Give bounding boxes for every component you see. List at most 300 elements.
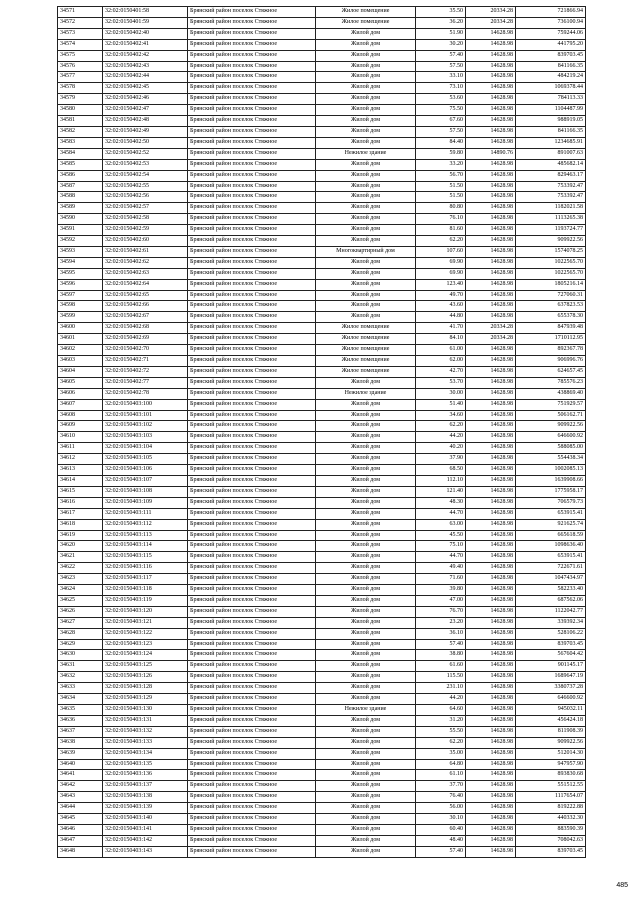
- address-cell: Брянский район поселок Стяжное: [188, 268, 316, 279]
- row-number-cell: 34637: [58, 726, 103, 737]
- area-cell: 30.10: [416, 814, 466, 825]
- cadastral-value-cell: 819222.88: [516, 803, 586, 814]
- table-row: [58, 606, 586, 617]
- object-type-cell: Жилое помещение: [316, 17, 416, 28]
- address-cell: Брянский район поселок Стяжное: [188, 650, 316, 661]
- cadastral-value-cell: 687562.06: [516, 595, 586, 606]
- cadastral-value-cell: 1122042.77: [516, 606, 586, 617]
- row-number-cell: 34584: [58, 148, 103, 159]
- address-cell: Брянский район поселок Стяжное: [188, 552, 316, 563]
- specific-value-cell: 14628.98: [466, 683, 516, 694]
- row-number-cell: 34622: [58, 563, 103, 574]
- specific-value-cell: 14628.98: [466, 595, 516, 606]
- cadastral-number-cell: 32:02:0150403:106: [103, 465, 188, 476]
- area-cell: 37.70: [416, 781, 466, 792]
- row-number-cell: 34583: [58, 137, 103, 148]
- table-row: [58, 726, 586, 737]
- specific-value-cell: 14628.98: [466, 83, 516, 94]
- specific-value-cell: 14628.98: [466, 792, 516, 803]
- object-type-cell: Жилой дом: [316, 116, 416, 127]
- table-row: [58, 7, 586, 18]
- table-row: [58, 126, 586, 137]
- address-cell: Брянский район поселок Стяжное: [188, 170, 316, 181]
- cadastral-number-cell: 32:02:0150402:69: [103, 334, 188, 345]
- specific-value-cell: 14628.98: [466, 432, 516, 443]
- specific-value-cell: 14628.98: [466, 519, 516, 530]
- cadastral-number-cell: 32:02:0150402:70: [103, 345, 188, 356]
- row-number-cell: 34609: [58, 421, 103, 432]
- address-cell: Брянский район поселок Стяжное: [188, 312, 316, 323]
- address-cell: Брянский район поселок Стяжное: [188, 17, 316, 28]
- area-cell: 49.70: [416, 290, 466, 301]
- table-row: [58, 214, 586, 225]
- table-row: [58, 770, 586, 781]
- specific-value-cell: 14628.98: [466, 61, 516, 72]
- address-cell: Брянский район поселок Стяжное: [188, 454, 316, 465]
- object-type-cell: Жилой дом: [316, 574, 416, 585]
- area-cell: 44.80: [416, 312, 466, 323]
- row-number-cell: 34641: [58, 770, 103, 781]
- area-cell: 30.20: [416, 39, 466, 50]
- area-cell: 115.50: [416, 672, 466, 683]
- cadastral-value-cell: 582233.40: [516, 585, 586, 596]
- row-number-cell: 34647: [58, 835, 103, 846]
- object-type-cell: Жилой дом: [316, 137, 416, 148]
- address-cell: Брянский район поселок Стяжное: [188, 737, 316, 748]
- address-cell: Брянский район поселок Стяжное: [188, 432, 316, 443]
- table-row: [58, 159, 586, 170]
- cadastral-value-cell: 736100.94: [516, 17, 586, 28]
- address-cell: Брянский район поселок Стяжное: [188, 606, 316, 617]
- page-number: 485: [616, 882, 628, 889]
- specific-value-cell: 14628.98: [466, 672, 516, 683]
- table-row: [58, 835, 586, 846]
- area-cell: 62.20: [416, 421, 466, 432]
- cadastral-number-cell: 32:02:0150402:46: [103, 94, 188, 105]
- specific-value-cell: 14628.98: [466, 116, 516, 127]
- table-row: [58, 279, 586, 290]
- cadastral-value-cell: 655378.30: [516, 312, 586, 323]
- cadastral-value-cell: 1234685.91: [516, 137, 586, 148]
- cadastral-value-cell: 839703.45: [516, 846, 586, 857]
- address-cell: Брянский район поселок Стяжное: [188, 519, 316, 530]
- object-type-cell: Жилой дом: [316, 28, 416, 39]
- address-cell: Брянский район поселок Стяжное: [188, 83, 316, 94]
- object-type-cell: Жилой дом: [316, 552, 416, 563]
- cadastral-value-cell: 829463.17: [516, 170, 586, 181]
- object-type-cell: Жилой дом: [316, 541, 416, 552]
- address-cell: Брянский район поселок Стяжное: [188, 279, 316, 290]
- cadastral-number-cell: 32:02:0150403:129: [103, 694, 188, 705]
- cadastral-number-cell: 32:02:0150402:56: [103, 192, 188, 203]
- cadastral-number-cell: 32:02:0150403:137: [103, 781, 188, 792]
- row-number-cell: 34573: [58, 28, 103, 39]
- object-type-cell: Жилой дом: [316, 399, 416, 410]
- table-row: [58, 759, 586, 770]
- area-cell: 68.50: [416, 465, 466, 476]
- table-row: [58, 148, 586, 159]
- row-number-cell: 34603: [58, 356, 103, 367]
- table-row: [58, 432, 586, 443]
- address-cell: Брянский район поселок Стяжное: [188, 159, 316, 170]
- cadastral-number-cell: 32:02:0150402:44: [103, 72, 188, 83]
- cadastral-number-cell: 32:02:0150403:136: [103, 770, 188, 781]
- address-cell: Брянский район поселок Стяжное: [188, 563, 316, 574]
- cadastral-value-cell: 839703.45: [516, 639, 586, 650]
- specific-value-cell: 14628.98: [466, 72, 516, 83]
- address-cell: Брянский район поселок Стяжное: [188, 628, 316, 639]
- table-row: [58, 595, 586, 606]
- cadastral-value-cell: 1639908.66: [516, 475, 586, 486]
- address-cell: Брянский район поселок Стяжное: [188, 388, 316, 399]
- specific-value-cell: 14628.98: [466, 345, 516, 356]
- address-cell: Брянский район поселок Стяжное: [188, 246, 316, 257]
- cadastral-number-cell: 32:02:0150403:124: [103, 650, 188, 661]
- table-row: [58, 552, 586, 563]
- cadastral-number-cell: 32:02:0150402:57: [103, 203, 188, 214]
- area-cell: 45.50: [416, 530, 466, 541]
- cadastral-number-cell: 32:02:0150403:121: [103, 617, 188, 628]
- row-number-cell: 34636: [58, 715, 103, 726]
- row-number-cell: 34596: [58, 279, 103, 290]
- cadastral-number-cell: 32:02:0150402:47: [103, 105, 188, 116]
- area-cell: 55.50: [416, 726, 466, 737]
- object-type-cell: Жилой дом: [316, 519, 416, 530]
- object-type-cell: Жилой дом: [316, 770, 416, 781]
- cadastral-value-cell: 893830.68: [516, 770, 586, 781]
- address-cell: Брянский район поселок Стяжное: [188, 377, 316, 388]
- specific-value-cell: 14628.98: [466, 475, 516, 486]
- object-type-cell: Жилое помещение: [316, 356, 416, 367]
- object-type-cell: Жилое помещение: [316, 366, 416, 377]
- area-cell: 57.50: [416, 126, 466, 137]
- table-row: [58, 421, 586, 432]
- area-cell: 34.60: [416, 410, 466, 421]
- address-cell: Брянский район поселок Стяжное: [188, 148, 316, 159]
- table-row: [58, 377, 586, 388]
- row-number-cell: 34591: [58, 225, 103, 236]
- table-row: [58, 83, 586, 94]
- cadastral-number-cell: 32:02:0150403:120: [103, 606, 188, 617]
- registry-table-body: [58, 7, 586, 858]
- specific-value-cell: 14628.98: [466, 824, 516, 835]
- cadastral-number-cell: 32:02:0150403:114: [103, 541, 188, 552]
- address-cell: Брянский район поселок Стяжное: [188, 759, 316, 770]
- cadastral-value-cell: 722671.61: [516, 563, 586, 574]
- cadastral-value-cell: 706579.73: [516, 497, 586, 508]
- address-cell: Брянский район поселок Стяжное: [188, 345, 316, 356]
- address-cell: Брянский район поселок Стяжное: [188, 672, 316, 683]
- object-type-cell: Жилой дом: [316, 72, 416, 83]
- cadastral-value-cell: 1710112.95: [516, 334, 586, 345]
- address-cell: Брянский район поселок Стяжное: [188, 574, 316, 585]
- specific-value-cell: 14628.98: [466, 246, 516, 257]
- table-row: [58, 61, 586, 72]
- row-number-cell: 34576: [58, 61, 103, 72]
- area-cell: 44.20: [416, 694, 466, 705]
- table-row: [58, 399, 586, 410]
- object-type-cell: Жилой дом: [316, 617, 416, 628]
- area-cell: 40.20: [416, 443, 466, 454]
- specific-value-cell: 14890.76: [466, 148, 516, 159]
- specific-value-cell: 14628.98: [466, 650, 516, 661]
- cadastral-number-cell: 32:02:0150403:141: [103, 824, 188, 835]
- address-cell: Брянский район поселок Стяжное: [188, 323, 316, 334]
- specific-value-cell: 14628.98: [466, 814, 516, 825]
- specific-value-cell: 14628.98: [466, 410, 516, 421]
- cadastral-value-cell: 909922.56: [516, 421, 586, 432]
- cadastral-number-cell: 32:02:0150403:108: [103, 486, 188, 497]
- area-cell: 51.90: [416, 28, 466, 39]
- area-cell: 64.80: [416, 759, 466, 770]
- specific-value-cell: 14628.98: [466, 628, 516, 639]
- object-type-cell: Жилой дом: [316, 312, 416, 323]
- address-cell: Брянский район поселок Стяжное: [188, 781, 316, 792]
- cadastral-value-cell: 751929.57: [516, 399, 586, 410]
- cadastral-value-cell: 759244.06: [516, 28, 586, 39]
- table-row: [58, 519, 586, 530]
- cadastral-number-cell: 32:02:0150402:43: [103, 61, 188, 72]
- row-number-cell: 34577: [58, 72, 103, 83]
- address-cell: Брянский район поселок Стяжное: [188, 181, 316, 192]
- table-row: [58, 661, 586, 672]
- object-type-cell: Жилой дом: [316, 661, 416, 672]
- cadastral-value-cell: 1098636.40: [516, 541, 586, 552]
- registry-table-container: [57, 6, 585, 858]
- row-number-cell: 34648: [58, 846, 103, 857]
- cadastral-number-cell: 32:02:0150403:122: [103, 628, 188, 639]
- area-cell: 63.00: [416, 519, 466, 530]
- specific-value-cell: 14628.98: [466, 181, 516, 192]
- area-cell: 57.50: [416, 61, 466, 72]
- row-number-cell: 34640: [58, 759, 103, 770]
- specific-value-cell: 14628.98: [466, 126, 516, 137]
- area-cell: 84.40: [416, 137, 466, 148]
- row-number-cell: 34634: [58, 694, 103, 705]
- address-cell: Брянский район поселок Стяжное: [188, 595, 316, 606]
- object-type-cell: Жилой дом: [316, 377, 416, 388]
- object-type-cell: Жилой дом: [316, 715, 416, 726]
- specific-value-cell: 14628.98: [466, 737, 516, 748]
- cadastral-number-cell: 32:02:0150403:113: [103, 530, 188, 541]
- address-cell: Брянский район поселок Стяжное: [188, 486, 316, 497]
- object-type-cell: Жилой дом: [316, 508, 416, 519]
- specific-value-cell: 14628.98: [466, 530, 516, 541]
- object-type-cell: Жилой дом: [316, 301, 416, 312]
- row-number-cell: 34604: [58, 366, 103, 377]
- specific-value-cell: 20334.28: [466, 17, 516, 28]
- area-cell: 35.00: [416, 748, 466, 759]
- address-cell: Брянский район поселок Стяжное: [188, 639, 316, 650]
- table-row: [58, 356, 586, 367]
- table-row: [58, 334, 586, 345]
- cadastral-number-cell: 32:02:0150402:49: [103, 126, 188, 137]
- row-number-cell: 34617: [58, 508, 103, 519]
- address-cell: Брянский район поселок Стяжное: [188, 726, 316, 737]
- specific-value-cell: 14628.98: [466, 508, 516, 519]
- specific-value-cell: 14628.98: [466, 563, 516, 574]
- row-number-cell: 34631: [58, 661, 103, 672]
- specific-value-cell: 14628.98: [466, 28, 516, 39]
- table-row: [58, 94, 586, 105]
- specific-value-cell: 14628.98: [466, 705, 516, 716]
- row-number-cell: 34574: [58, 39, 103, 50]
- row-number-cell: 34627: [58, 617, 103, 628]
- row-number-cell: 34587: [58, 181, 103, 192]
- area-cell: 56.70: [416, 170, 466, 181]
- cadastral-number-cell: 32:02:0150403:134: [103, 748, 188, 759]
- area-cell: 38.80: [416, 650, 466, 661]
- address-cell: Брянский район поселок Стяжное: [188, 410, 316, 421]
- cadastral-number-cell: 32:02:0150402:63: [103, 268, 188, 279]
- cadastral-number-cell: 32:02:0150403:119: [103, 595, 188, 606]
- object-type-cell: Жилой дом: [316, 824, 416, 835]
- cadastral-value-cell: 456424.18: [516, 715, 586, 726]
- cadastral-value-cell: 909922.56: [516, 236, 586, 247]
- area-cell: 57.40: [416, 846, 466, 857]
- area-cell: 61.10: [416, 770, 466, 781]
- cadastral-number-cell: 32:02:0150403:104: [103, 443, 188, 454]
- cadastral-number-cell: 32:02:0150403:128: [103, 683, 188, 694]
- address-cell: Брянский район поселок Стяжное: [188, 28, 316, 39]
- row-number-cell: 34619: [58, 530, 103, 541]
- address-cell: Брянский район поселок Стяжное: [188, 137, 316, 148]
- row-number-cell: 34638: [58, 737, 103, 748]
- row-number-cell: 34615: [58, 486, 103, 497]
- table-row: [58, 246, 586, 257]
- specific-value-cell: 14628.98: [466, 585, 516, 596]
- table-row: [58, 105, 586, 116]
- address-cell: Брянский район поселок Стяжное: [188, 366, 316, 377]
- specific-value-cell: 14628.98: [466, 770, 516, 781]
- area-cell: 123.40: [416, 279, 466, 290]
- row-number-cell: 34630: [58, 650, 103, 661]
- address-cell: Брянский район поселок Стяжное: [188, 301, 316, 312]
- cadastral-value-cell: 901145.17: [516, 661, 586, 672]
- cadastral-value-cell: 567604.42: [516, 650, 586, 661]
- specific-value-cell: 14628.98: [466, 606, 516, 617]
- table-row: [58, 475, 586, 486]
- cadastral-number-cell: 32:02:0150402:58: [103, 214, 188, 225]
- object-type-cell: Жилой дом: [316, 159, 416, 170]
- row-number-cell: 34585: [58, 159, 103, 170]
- area-cell: 33.10: [416, 72, 466, 83]
- cadastral-value-cell: 506162.71: [516, 410, 586, 421]
- area-cell: 80.80: [416, 203, 466, 214]
- area-cell: 75.10: [416, 541, 466, 552]
- cadastral-value-cell: 753392.47: [516, 192, 586, 203]
- area-cell: 73.10: [416, 83, 466, 94]
- object-type-cell: Жилой дом: [316, 192, 416, 203]
- address-cell: Брянский район поселок Стяжное: [188, 7, 316, 18]
- cadastral-number-cell: 32:02:0150403:126: [103, 672, 188, 683]
- cadastral-number-cell: 32:02:0150402:72: [103, 366, 188, 377]
- row-number-cell: 34620: [58, 541, 103, 552]
- area-cell: 76.40: [416, 792, 466, 803]
- object-type-cell: Жилой дом: [316, 410, 416, 421]
- address-cell: Брянский район поселок Стяжное: [188, 508, 316, 519]
- area-cell: 231.10: [416, 683, 466, 694]
- cadastral-value-cell: 646600.92: [516, 694, 586, 705]
- object-type-cell: Жилой дом: [316, 672, 416, 683]
- table-row: [58, 585, 586, 596]
- cadastral-number-cell: 32:02:0150403:132: [103, 726, 188, 737]
- cadastral-number-cell: 32:02:0150403:102: [103, 421, 188, 432]
- specific-value-cell: 14628.98: [466, 257, 516, 268]
- specific-value-cell: 14628.98: [466, 759, 516, 770]
- table-row: [58, 574, 586, 585]
- area-cell: 36.20: [416, 17, 466, 28]
- area-cell: 112.10: [416, 475, 466, 486]
- cadastral-number-cell: 32:02:0150402:54: [103, 170, 188, 181]
- address-cell: Брянский район поселок Стяжное: [188, 61, 316, 72]
- row-number-cell: 34628: [58, 628, 103, 639]
- object-type-cell: Жилой дом: [316, 465, 416, 476]
- specific-value-cell: 14628.98: [466, 192, 516, 203]
- row-number-cell: 34629: [58, 639, 103, 650]
- cadastral-value-cell: 484219.24: [516, 72, 586, 83]
- cadastral-value-cell: 784113.33: [516, 94, 586, 105]
- specific-value-cell: 14628.98: [466, 312, 516, 323]
- area-cell: 76.10: [416, 214, 466, 225]
- table-row: [58, 137, 586, 148]
- cadastral-number-cell: 32:02:0150403:138: [103, 792, 188, 803]
- object-type-cell: Многоквартирный дом: [316, 246, 416, 257]
- area-cell: 67.60: [416, 116, 466, 127]
- cadastral-value-cell: 921625.74: [516, 519, 586, 530]
- cadastral-value-cell: 485682.14: [516, 159, 586, 170]
- object-type-cell: Жилой дом: [316, 814, 416, 825]
- row-number-cell: 34599: [58, 312, 103, 323]
- row-number-cell: 34572: [58, 17, 103, 28]
- cadastral-number-cell: 32:02:0150403:100: [103, 399, 188, 410]
- object-type-cell: Жилой дом: [316, 639, 416, 650]
- address-cell: Брянский район поселок Стяжное: [188, 792, 316, 803]
- table-row: [58, 225, 586, 236]
- row-number-cell: 34621: [58, 552, 103, 563]
- table-row: [58, 486, 586, 497]
- cadastral-value-cell: 1047434.97: [516, 574, 586, 585]
- specific-value-cell: 14628.98: [466, 399, 516, 410]
- specific-value-cell: 14628.98: [466, 50, 516, 61]
- cadastral-value-cell: 883590.39: [516, 824, 586, 835]
- object-type-cell: Жилое помещение: [316, 334, 416, 345]
- table-row: [58, 694, 586, 705]
- row-number-cell: 34600: [58, 323, 103, 334]
- cadastral-value-cell: 753392.47: [516, 181, 586, 192]
- object-type-cell: Жилое помещение: [316, 323, 416, 334]
- specific-value-cell: 14628.98: [466, 486, 516, 497]
- object-type-cell: Жилой дом: [316, 203, 416, 214]
- cadastral-number-cell: 32:02:0150403:101: [103, 410, 188, 421]
- cadastral-value-cell: 708042.63: [516, 835, 586, 846]
- cadastral-value-cell: 1022565.70: [516, 257, 586, 268]
- specific-value-cell: 14628.98: [466, 225, 516, 236]
- specific-value-cell: 14628.98: [466, 781, 516, 792]
- cadastral-value-cell: 637823.53: [516, 301, 586, 312]
- table-row: [58, 748, 586, 759]
- specific-value-cell: 14628.98: [466, 835, 516, 846]
- cadastral-value-cell: 785576.23: [516, 377, 586, 388]
- row-number-cell: 34611: [58, 443, 103, 454]
- row-number-cell: 34594: [58, 257, 103, 268]
- address-cell: Брянский район поселок Стяжное: [188, 683, 316, 694]
- specific-value-cell: 14628.98: [466, 94, 516, 105]
- row-number-cell: 34642: [58, 781, 103, 792]
- area-cell: 51.50: [416, 181, 466, 192]
- cadastral-value-cell: 438869.40: [516, 388, 586, 399]
- object-type-cell: Жилой дом: [316, 835, 416, 846]
